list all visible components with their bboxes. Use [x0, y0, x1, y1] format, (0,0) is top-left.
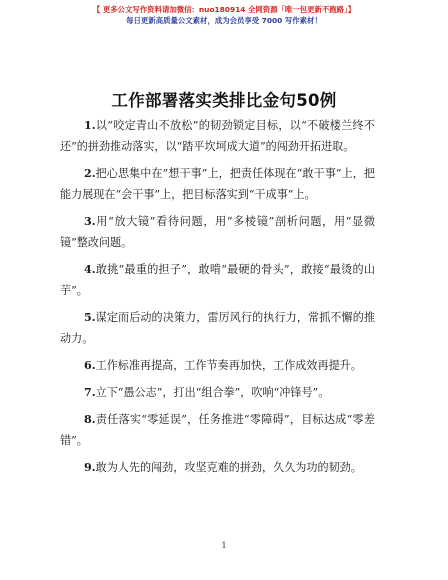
item-text: 把心思集中在“想干事”上，把责任体现在“敢干事”上，把能力展现在“会干事”上，把目标落实到“干成事”上。 — [60, 167, 375, 201]
list-item — [60, 259, 375, 301]
list-item — [60, 115, 375, 157]
promo-line-2: 每日更新高质量公文素材，成为会员享受 7000 写作素材！ — [126, 16, 322, 25]
item-number: 5. — [84, 311, 96, 324]
item-text: 责任落实“零延误”，任务推进“零障碍”，目标达成“零差错”。 — [60, 413, 375, 447]
item-text: 敢挑“最重的担子”，敢啃“最硬的骨头”，敢接“最烫的山芋”。 — [60, 263, 375, 297]
item-number: 1. — [84, 119, 96, 132]
promo-header — [0, 4, 448, 26]
list-item — [60, 382, 375, 403]
item-number: 7. — [84, 386, 96, 399]
item-number: 4. — [84, 263, 96, 276]
list-item — [60, 355, 375, 376]
item-text: 用“放大镜”看待问题，用“多棱镜”剖析问题，用“显微镜”整改问题。 — [60, 215, 375, 249]
list-item — [60, 457, 375, 478]
item-number: 9. — [84, 461, 96, 474]
item-number: 2. — [84, 167, 96, 180]
item-list — [60, 115, 375, 484]
promo-line-1: 【 更多公文写作资料请加微信：nuo180914 全网资源「唯一包更新不跑路」】 — [92, 5, 356, 14]
item-text: 谋定而后动的决策力，雷厉风行的执行力，常抓不懈的推动力。 — [60, 311, 375, 345]
item-number: 6. — [84, 359, 96, 372]
item-text: 敢为人先的闯劲，攻坚克难的拼劲，久久为功的韧劲。 — [95, 461, 362, 474]
item-number: 3. — [84, 215, 96, 228]
item-text: 立下“愚公志”，打出“组合拳”，吹响“冲锋号”。 — [95, 386, 330, 399]
page-number: 1 — [221, 541, 227, 550]
list-item — [60, 307, 375, 349]
list-item — [60, 409, 375, 451]
document-title: 工作部署落实类排比金句50例 — [111, 91, 337, 110]
item-text: 工作标准再提高，工作节奏再加快，工作成效再提升。 — [95, 359, 362, 372]
item-text: 以“咬定青山不放松”的韧劲锁定目标，以“不破楼兰终不还”的拼劲推动落实，以“踏平坎坷成大道”的闯劲开拓进取。 — [60, 119, 375, 153]
item-number: 8. — [84, 413, 96, 426]
list-item — [60, 163, 375, 205]
list-item — [60, 211, 375, 253]
